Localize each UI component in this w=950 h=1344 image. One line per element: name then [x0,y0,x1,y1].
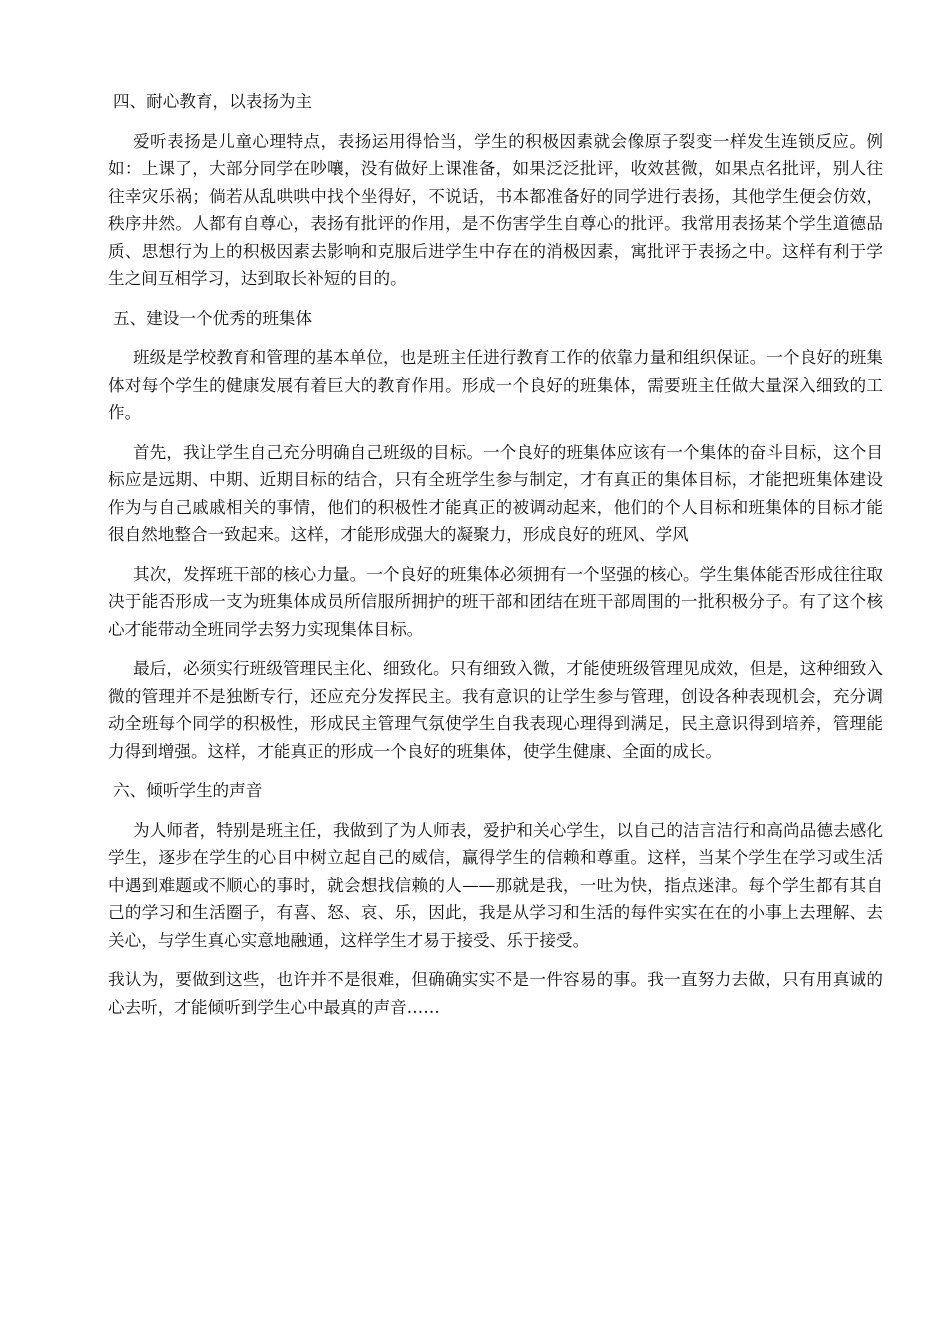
document-body [108,88,883,1033]
paragraph-class-unit: 班级是学校教育和管理的基本单位，也是班主任进行教育工作的依靠力量和组织保证。一个良好的班集体对每个学生的健康发展有着巨大的教育作用。形成一个良好的班集体，需要班主任做大量深入细致的工作。 [108,348,883,422]
paragraph-first-goal: 首先，我让学生自己充分明确自己班级的目标。一个良好的班集体应该有一个集体的奋斗目标，这个目标应是远期、中期、近期目标的结合，只有全班学生参与制定，才有真正的集体目标，才能把班集体建设作为与自己戚戚相关的事情，他们的积极性才能真正的被调动起来，他们的个人目标和班集体的目标才能很自然地整合一致起来。这样，才能形成强大的凝聚力，形成良好的班风、学风 [108,442,883,544]
paragraph-praise: 爱听表扬是儿童心理特点，表扬运用得恰当，学生的积极因素就会像原子裂变一样发生连锁反应。例如：上课了，大部分同学在吵嚷，没有做好上课准备，如果泛泛批评，收效甚微，如果点名批评，别人往往幸灾乐祸；倘若从乱哄哄中找个坐得好，不说话，书本都准备好的同学进行表扬，其他学生便会仿效，秩序井然。人都有自尊心，表扬有批评的作用，是不伤害学生自尊心的批评。我常用表扬某个学生道德品质、思想行为上的积极因素去影响和克服后进学生中存在的消极因素，寓批评于表扬之中。这样有利于学生之间互相学习，达到取长补短的目的。 [108,131,883,288]
paragraph-second-cadre: 其次，发挥班干部的核心力量。一个良好的班集体必须拥有一个坚强的核心。学生集体能否形成往往取决于能否形成一支为班集体成员所信服所拥护的班干部和团结在班干部周围的一批积极分子。有了这个核心才能带动全班同学去努力实现集体目标。 [108,564,883,639]
section-heading-six: 六、倾听学生的声音 [113,781,263,800]
section-heading-five: 五、建设一个优秀的班集体 [113,308,313,328]
paragraph-teacher-role: 为人师者，特别是班主任，我做到了为人师表，爱护和关心学生，以自己的洁言洁行和高尚品德去感化学生，逐步在学生的心目中树立起自己的威信，赢得学生的信赖和尊重。这样，当某个学生在学习或生活中遇到难题或不顺心的事时，就会想找信赖的人——那就是我，一吐为快，指点迷津。每个学生都有其自己的学习和生活圈子，有喜、怒、哀、乐，因此，我是从学习和生活的每件实实在在的小事上去理解、去关心，与学生真心实意地融通，这样学生才易于接受、乐于接受。 [108,820,883,950]
paragraph-third-democracy: 最后，必须实行班级管理民主化、细致化。只有细致入微，才能使班级管理见成效，但是，这种细致入微的管理并不是独断专行，还应充分发挥民主。我有意识的让学生参与管理，创设各种表现机会，充分调动全班每个同学的积极性，形成民主管理气氛使学生自我表现心理得到满足，民主意识得到培养，管理能力得到增强。这样，才能真正的形成一个良好的班集体，使学生健康、全面的成长。 [108,659,883,761]
section-heading-four: 四、耐心教育，以表扬为主 [113,92,313,111]
paragraph-conclusion: 我认为，要做到这些，也许并不是很难，但确确实实不是一件容易的事。我一直努力去做，只有用真诚的心去听，才能倾听到学生心中最真的声音…… [108,970,883,1017]
